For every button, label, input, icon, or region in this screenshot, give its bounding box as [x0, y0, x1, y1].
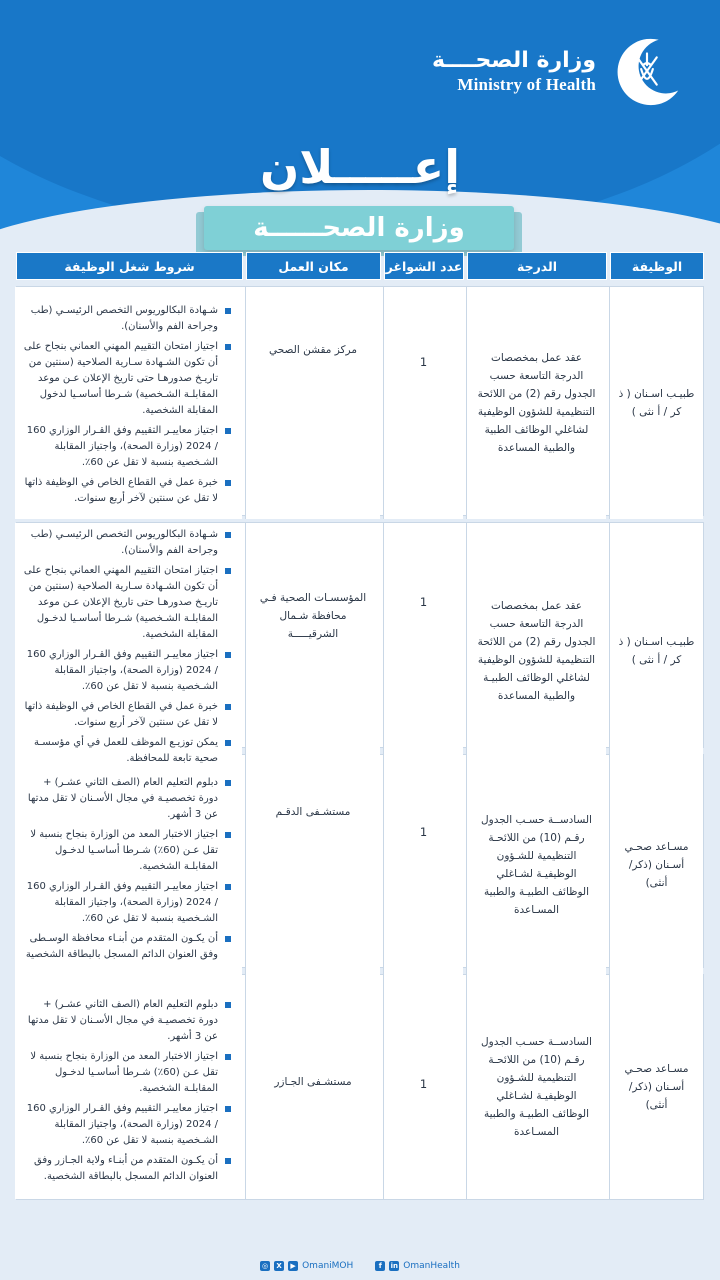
- condition-item: دبلوم التعليم العام (الصف الثاني عشـر) + دورة تخصصيـة في مجال الأسـنان لا تقل مدتها عن 3 أشهر.: [21, 775, 232, 823]
- vacancy-count-cell: 1: [383, 755, 463, 975]
- workplace-cell: مركز مقشن الصحي: [245, 287, 380, 519]
- ministry-name-ar: وزارة الصحــــة: [432, 48, 596, 73]
- condition-item: اجتياز معاييـر التقييم وفق القـرار الوزاري 160 / 2024 (وزارة الصحة)، واجتياز المقابلة الشـخصية بنسبة لا تقل عن 60٪.: [21, 1101, 232, 1149]
- conditions-cell: [15, 755, 242, 975]
- condition-item: اجتياز معاييـر التقييم وفق القـرار الوزاري 160 / 2024 (وزارة الصحة)، واجتياز المقابلة الشـخصية بنسبة لا تقل عن 60٪.: [21, 879, 232, 927]
- social-group-left: [260, 1261, 353, 1271]
- ministry-logo: [432, 32, 686, 110]
- conditions-cell: [15, 523, 242, 779]
- column-header-grade: الدرجة: [467, 252, 607, 280]
- grade-cell: عقد عمل بمخصصات الدرجة التاسعة حسب الجدول رقم (2) من اللائحة التنظيمية للشؤون الوظيفية لشاغلي الوظائف الطبيـة والطبية المساعدة: [466, 523, 606, 779]
- workplace-cell: مستشـفى الجـازر: [245, 975, 380, 1199]
- table-row: [16, 522, 704, 764]
- vacancy-count-cell: 1: [383, 287, 463, 519]
- condition-item: خبرة عمل في القطاع الخاص في الوظيفة ذاتها لا تقل عن سنتين لآخر أربع سنوات.: [21, 475, 232, 507]
- condition-item: شـهادة البكالوريوس التخصص الرئيسـي (طب وجراحة الفم والأسنان).: [21, 527, 232, 559]
- oman-emblem-icon: [608, 32, 686, 110]
- instagram-icon[interactable]: ◎: [262, 1262, 269, 1270]
- column-header-job: الوظيفة: [610, 252, 704, 280]
- social-footer: [0, 1258, 720, 1274]
- table-row: [16, 286, 704, 516]
- linkedin-icon[interactable]: in: [390, 1262, 398, 1270]
- header-banner: [0, 0, 720, 262]
- condition-item: اجتياز امتحان التقييم المهني العماني بنجاح على أن تكون الشـهادة سـارية الصلاحية (سنتين من تاريـخ صدورهـا حتى تاريخ الإعلان عـن موعد المقابلـة الشـخصية) شـرطا أساسـيا لدخـول المقابلة الشخصية.: [21, 563, 232, 643]
- condition-item: يمكن توزيـع الموظف للعمل في أي مؤسسـة صحية تابعة للمحافظة.: [21, 735, 232, 767]
- table-header: [16, 252, 704, 280]
- job-title-cell: طبيـب اسـنان ( ذ كر / أ نثى ): [609, 287, 703, 519]
- condition-item: أن يكـون المتقدم من أبنـاء ولاية الجـازر وفق العنوان الدائم المسجل بالبطاقة الشخصية.: [21, 1153, 232, 1185]
- grade-cell: السادســة حسـب الجدول رقـم (10) من اللائحـة التنظيمية للشـؤون الوظيفيـة لشـاغلي الوظائف الطبيـة والطبية المسـاعدة: [466, 755, 606, 975]
- condition-item: اجتياز معاييـر التقييم وفق القـرار الوزاري 160 / 2024 (وزارة الصحة)، واجتياز المقابلة الشـخصية بنسبة لا تقل عن 60٪.: [21, 647, 232, 695]
- social-handle-health[interactable]: OmanHealth: [403, 1261, 460, 1271]
- vacancy-count-cell: 1: [383, 975, 463, 1199]
- grade-cell: عقد عمل بمخصصات الدرجة التاسعة حسب الجدول رقم (2) من اللائحة التنظيمية للشؤون الوظيفية لشاغلي الوظائف الطبية والطبية المساعدة: [466, 287, 606, 519]
- table-row: [16, 754, 704, 968]
- social-group-right: [375, 1261, 460, 1271]
- vacancy-count-cell: 1: [383, 523, 463, 779]
- subtitle-ribbon: وزارة الصحــــــة: [204, 206, 514, 250]
- workplace-cell: مستشـفى الدقـم: [245, 755, 380, 975]
- column-header-vacancies: عدد الشواغر: [384, 252, 464, 280]
- job-title-cell: مسـاعد صحـي أسـنان (ذكر/أنثى): [609, 755, 703, 975]
- youtube-icon[interactable]: ▶: [288, 1261, 298, 1271]
- condition-item: أن يكـون المتقدم من أبنـاء محافظة الوسـطى وفق العنوان الدائم المسجل بالبطاقة الشخصية: [21, 931, 232, 963]
- job-title-cell: طبيـب اسـنان ( ذ كر / أ نثى ): [609, 523, 703, 779]
- column-header-conditions: شروط شغل الوظيفة: [16, 252, 243, 280]
- condition-item: خبرة عمل في القطاع الخاص في الوظيفة ذاتها لا تقل عن سنتين لآخر أربع سنوات.: [21, 699, 232, 731]
- condition-item: اجتياز امتحان التقييم المهني العماني بنجاح على أن تكون الشـهادة سـارية الصلاحية (سنتين من تاريـخ صدورهـا حتى تاريخ الإعلان عـن موعد المقابلـة الشـخصية) شـرطا أساسـيا لدخول المقابلة الشخصية.: [21, 339, 232, 419]
- column-header-workplace: مكان العمل: [246, 252, 381, 280]
- conditions-cell: [15, 287, 242, 519]
- condition-item: شـهادة البكالوريوس التخصص الرئيسـي (طب وجراحة الفم والأسنان).: [21, 303, 232, 335]
- condition-item: اجتياز الاختبار المعد من الوزارة بنجاح بنسبة لا تقل عـن (60٪) شـرطا أساسـيا لدخـول المقابلـة الشخصية.: [21, 827, 232, 875]
- grade-cell: السادســة حسـب الجدول رقـم (10) من اللائحـة التنظيمية للشـؤون الوظيفيـة لشـاغلي الوظائف الطبيـة والطبية المسـاعدة: [466, 975, 606, 1199]
- table-row: [16, 974, 704, 1200]
- condition-item: دبلوم التعليم العام (الصف الثاني عشـر) + دورة تخصصيـة في مجال الأسـنان لا تقل مدتها عن 3 أشهر.: [21, 997, 232, 1045]
- job-title-cell: مسـاعد صحـي أسـنان (ذكر/أنثى): [609, 975, 703, 1199]
- ministry-name-en: Ministry of Health: [457, 75, 596, 94]
- condition-item: اجتياز الاختبار المعد من الوزارة بنجاح بنسبة لا تقل عـن (60٪) شـرطا أساسـيا لدخـول المقابلـة الشخصية.: [21, 1049, 232, 1097]
- workplace-cell: المؤسسـات الصحية فـي محافظة شـمال الشرقيـــــة: [245, 523, 380, 779]
- x-icon[interactable]: X: [274, 1261, 284, 1271]
- facebook-icon[interactable]: f: [375, 1261, 385, 1271]
- conditions-cell: [15, 975, 242, 1199]
- social-handle-moh[interactable]: OmaniMOH: [302, 1261, 354, 1271]
- condition-item: اجتياز معاييـر التقييم وفق القـرار الوزاري 160 / 2024 (وزارة الصحة)، واجتياز المقابلة الشـخصية بنسبة لا تقل عن 60٪.: [21, 423, 232, 471]
- page-title: إعـــــلان: [260, 140, 460, 194]
- jobs-table: [16, 252, 704, 1200]
